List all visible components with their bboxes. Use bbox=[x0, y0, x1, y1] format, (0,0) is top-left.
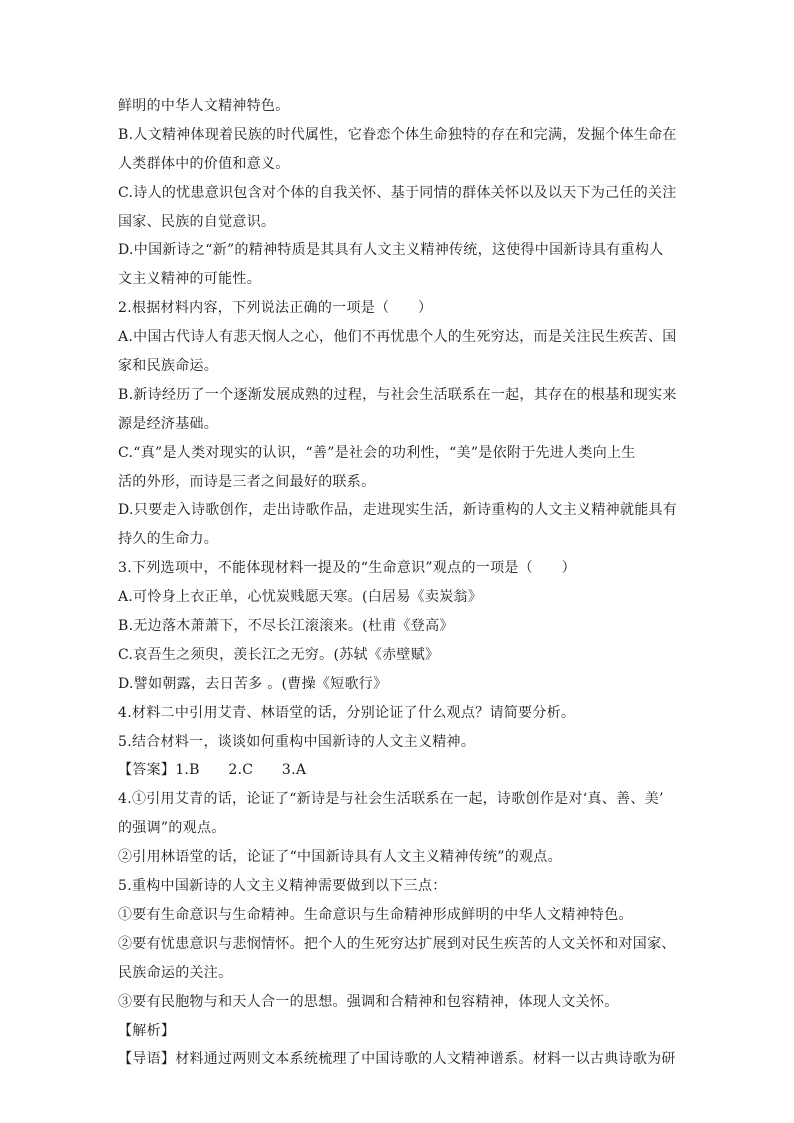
document-body bbox=[118, 92, 678, 1074]
text-line: 【导语】材料通过两则文本系统梳理了中国诗歌的人文精神谱系。材料一以古典诗歌为研 bbox=[118, 1051, 676, 1068]
question-5-stem: 5.结合材料一，谈谈如何重构中国新诗的人文主义精神。 bbox=[118, 733, 476, 750]
option-line: A.可怜身上衣正单，心忧炭贱愿天寒。(白居易《卖炭翁》 bbox=[118, 589, 483, 606]
answer-key: 【答案】1.B 2.C 3.A bbox=[118, 762, 307, 779]
text-line: C.诗人的忧患意识包含对个体的自我关怀、基于同情的群体关怀以及以天下为己任的关注 bbox=[118, 184, 677, 201]
text-line: 4.①引用艾青的话，论证了“新诗是与社会生活联系在一起，诗歌创作是对‘真、善、美’ bbox=[118, 791, 664, 808]
text-line: 持久的生命力。 bbox=[118, 531, 219, 548]
text-line: 鲜明的中华人文精神特色。 bbox=[118, 98, 290, 114]
text-line: 家和民族命运。 bbox=[118, 358, 219, 375]
text-line: ①要有生命意识与生命精神。生命意识与生命精神形成鲜明的中华人文精神特色。 bbox=[118, 906, 633, 923]
text-line: 文主义精神的可能性。 bbox=[118, 271, 261, 288]
question-3-stem: 3.下列选项中，不能体现材料一提及的“生命意识”观点的一项是（ ） bbox=[118, 560, 576, 577]
question-4-stem: 4.材料二中引用艾青、林语堂的话，分别论证了什么观点？请简要分析。 bbox=[118, 704, 576, 721]
option-line: D.譬如朝露，去日苦多 。(曹操《短歌行》 bbox=[118, 675, 388, 692]
option-line: B.无边落木萧萧下，不尽长江滚滚来。(杜甫《登高》 bbox=[118, 618, 454, 635]
text-line: B.人文精神体现着民族的时代属性，它眷恋个体生命独特的存在和完满，发掘个体生命在 bbox=[118, 126, 677, 143]
option-line: C.哀吾生之须臾，羡长江之无穷。(苏轼《赤壁赋》 bbox=[118, 646, 440, 663]
text-line: 的强调”的观点。 bbox=[118, 820, 226, 837]
text-line: ③要有民胞物与和天人合一的思想。强调和合精神和包容精神，体现人文关怀。 bbox=[118, 993, 619, 1010]
text-line: 5.重构中国新诗的人文主义精神需要做到以下三点： bbox=[118, 878, 447, 895]
text-line: C.“真”是人类对现实的认识，“善”是社会的功利性，“美”是依附于先进人类向上生 bbox=[118, 444, 636, 461]
text-line: B.新诗经历了一个逐渐发展成熟的过程，与社会生活联系在一起，其存在的根基和现实来 bbox=[118, 386, 677, 403]
text-line: 源是经济基础。 bbox=[118, 415, 219, 432]
text-line: A.中国古代诗人有悲天悯人之心，他们不再忧患个人的生死穷达，而是关注民生疾苦、国 bbox=[118, 329, 677, 346]
text-line: D.中国新诗之“新”的精神特质是其具有人文主义精神传统，这使得中国新诗具有重构人 bbox=[118, 242, 664, 259]
question-2-stem: 2.根据材料内容，下列说法正确的一项是（ ） bbox=[118, 300, 433, 317]
text-line: 人类群体中的价值和意义。 bbox=[118, 155, 290, 172]
text-line: 活的外形，而诗是三者之间最好的联系。 bbox=[118, 473, 376, 490]
text-line: D.只要走入诗歌创作，走出诗歌作品，走进现实生活，新诗重构的人文主义精神就能具有 bbox=[118, 502, 678, 519]
text-line: 民族命运的关注。 bbox=[118, 964, 233, 981]
text-line: ②要有忧患意识与悲悯情怀。把个人的生死穷达扩展到对民生疾苦的人文关怀和对国家、 bbox=[118, 935, 676, 952]
text-line: 国家、民族的自觉意识。 bbox=[118, 213, 276, 230]
analysis-heading: 【解析】 bbox=[118, 1022, 176, 1039]
text-line: ②引用林语堂的话，论证了“中国新诗具有人文主义精神传统”的观点。 bbox=[118, 849, 562, 866]
